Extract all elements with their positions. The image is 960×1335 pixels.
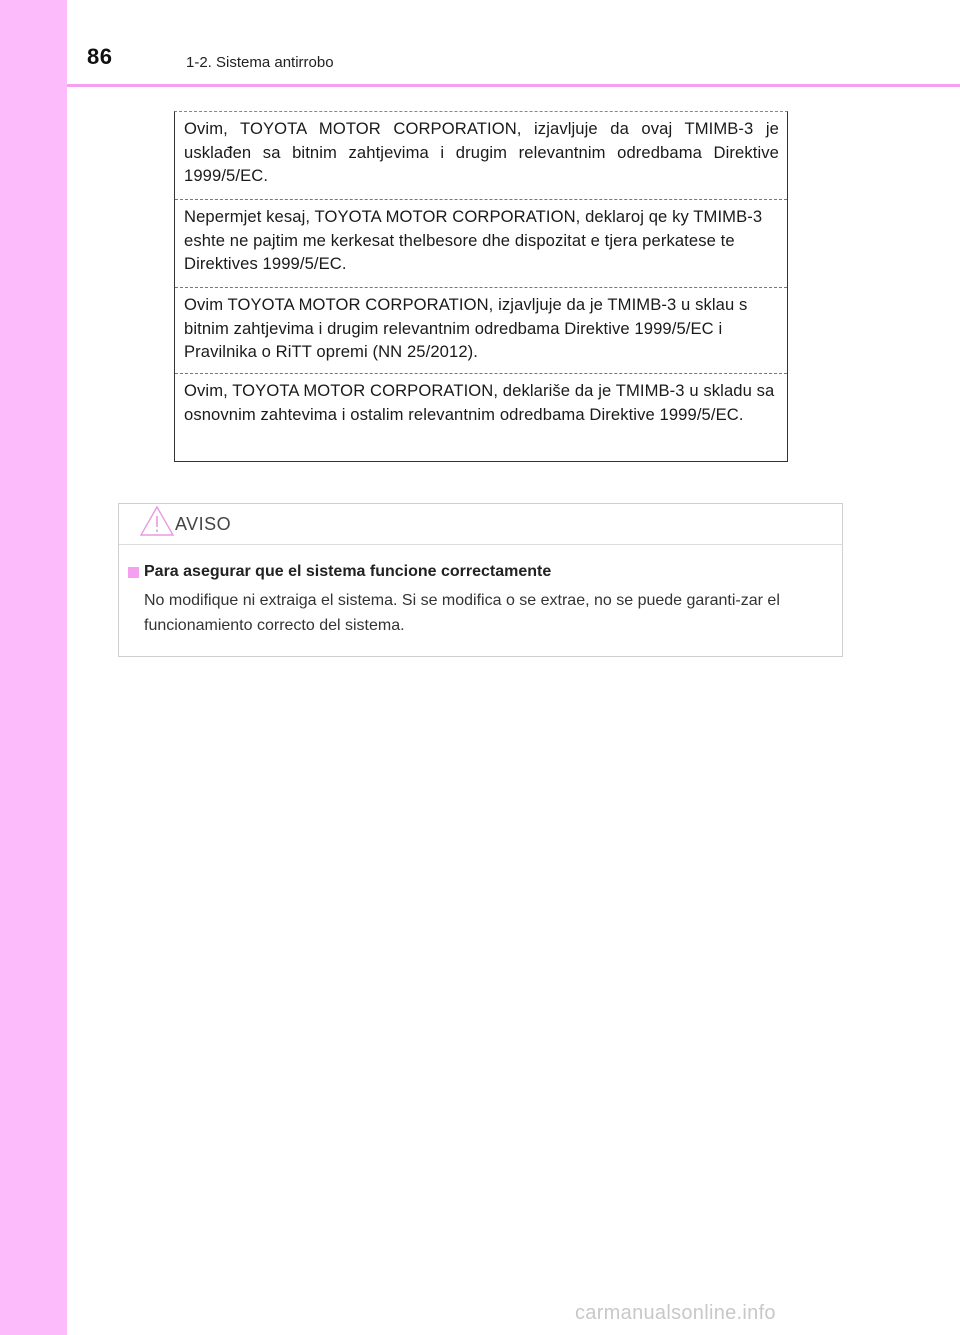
declaration-serbian: Ovim, TOYOTA MOTOR CORPORATION, deklariše da je TMIMB-3 u skladu sa osnovnim zahtevima i ostalim relevantnim odredbama Direktive 1999/5/EC. (184, 381, 775, 424)
header-rule (67, 84, 960, 87)
left-margin-band (0, 0, 67, 1335)
warning-triangle-icon (139, 505, 175, 537)
declaration-albanian: Nepermjet kesaj, TOYOTA MOTOR CORPORATION, deklaroj qe ky TMIMB-3 eshte ne pajtim me kerkesat thelbesore dhe dispozitat e tjera perkatese te Direktives 1999/5/EC. (184, 207, 763, 273)
warning-title: AVISO (175, 514, 232, 534)
warning-header (119, 504, 842, 545)
section-title: 1-2. Sistema antirrobo (186, 54, 334, 71)
warning-subtitle: Para asegurar que el sistema funcione correctamente (144, 563, 552, 580)
bullet-square-icon (128, 567, 139, 578)
declaration-bosnian: Ovim, TOYOTA MOTOR CORPORATION, izjavljuje da ovaj TMIMB-3 je usklađen sa bitnim zahtjevima i drugim relevantnim odredbama Direktive 1999/5/EC. (184, 119, 779, 185)
warning-body: No modifique ni extraiga el sistema. Si se modifica o se extrae, no se puede garanti-zar el funcionamiento correcto del sistema. (144, 592, 780, 634)
declaration-croatian: Ovim TOYOTA MOTOR CORPORATION, izjavljuje da je TMIMB-3 u sklau s bitnim zahtjevima i drugim relevantnim odredbama Direktive 1999/5/EC i Pravilnika o RiTT opremi (NN 25/2012). (184, 295, 748, 361)
page-header (67, 0, 960, 84)
watermark: carmanualsonline.info (575, 1302, 776, 1324)
page-number: 86 (87, 44, 113, 69)
warning-box (118, 503, 843, 657)
declaration-table (174, 111, 788, 462)
